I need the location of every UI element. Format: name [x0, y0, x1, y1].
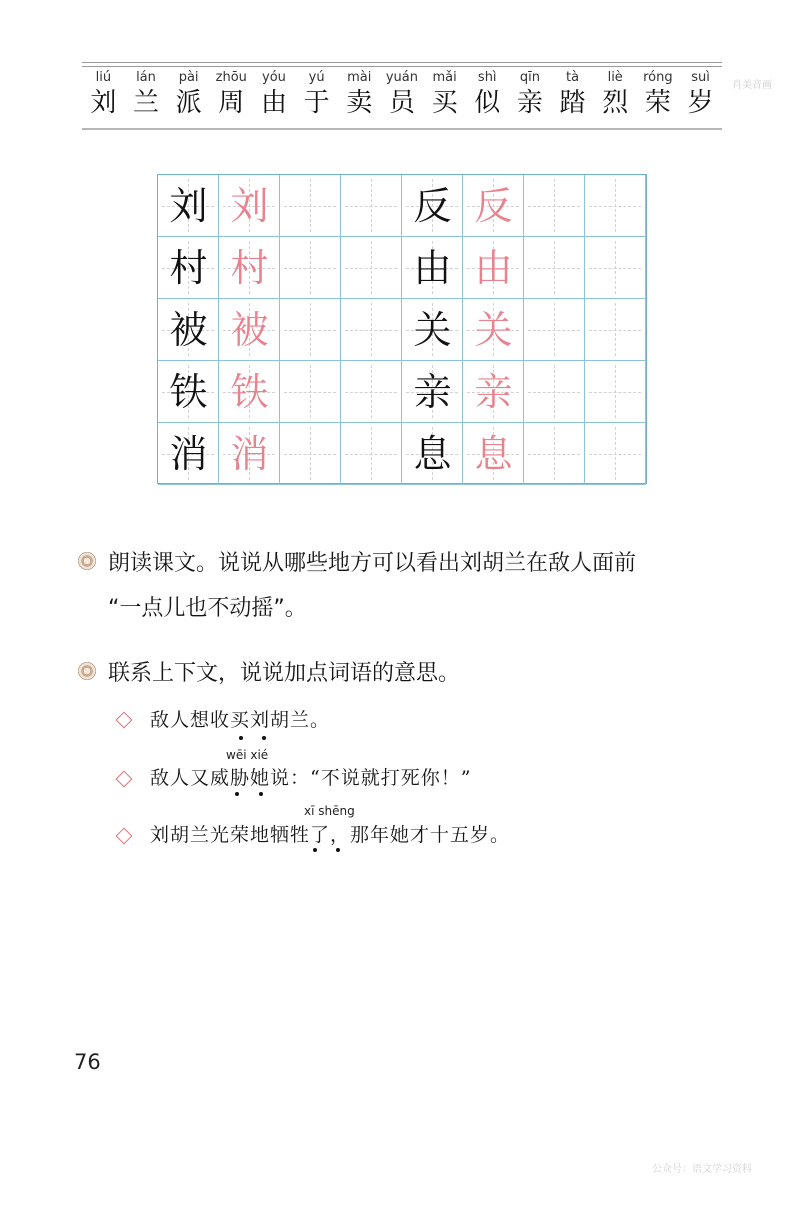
vocab-hanzi: 踏	[559, 88, 586, 118]
sentence-1: 敌人想收买刘胡兰。	[150, 709, 331, 731]
grid-cell	[341, 361, 402, 423]
vocab-hanzi: 岁	[687, 88, 714, 118]
vocab-item	[425, 70, 465, 126]
grid-cell	[585, 175, 646, 237]
vocab-pinyin: mǎi	[432, 70, 457, 85]
sentence-3: 刘胡兰光荣地牺牲了，那年她才十五岁。	[150, 824, 511, 846]
trace-character: 关	[474, 308, 513, 352]
emphasis-dot	[259, 792, 263, 796]
vocab-item	[169, 70, 209, 126]
vocab-hanzi: 烈	[602, 88, 629, 118]
vocab-hanzi: 荣	[644, 88, 671, 118]
vocab-item	[126, 70, 166, 126]
vocab-pinyin: róng	[643, 70, 673, 85]
emphasis-dot	[313, 848, 317, 852]
model-character: 息	[413, 432, 452, 476]
grid-cell	[524, 423, 585, 485]
trace-character: 由	[474, 246, 513, 290]
vocab-hanzi: 于	[303, 88, 330, 118]
vocab-item	[510, 70, 550, 126]
trace-character: 亲	[474, 370, 513, 414]
vocab-hanzi: 由	[260, 88, 287, 118]
trace-character: 反	[474, 184, 513, 228]
model-character: 铁	[169, 370, 208, 414]
pinyin-annotation: wēi xié	[226, 748, 269, 762]
model-character: 亲	[413, 370, 452, 414]
grid-cell	[524, 237, 585, 299]
diamond-bullet-icon	[116, 712, 133, 729]
model-character: 消	[169, 432, 208, 476]
vocab-item	[339, 70, 379, 126]
header-top-rule-2	[82, 66, 722, 67]
model-character: 村	[169, 246, 208, 290]
header-top-rule	[82, 62, 722, 63]
vocab-pinyin: suì	[691, 70, 710, 85]
vocab-hanzi: 亲	[516, 88, 543, 118]
emphasis-dot	[239, 736, 243, 740]
diamond-bullet-icon	[116, 828, 133, 845]
grid-cell	[341, 423, 402, 485]
grid-cell	[524, 361, 585, 423]
model-character: 反	[413, 184, 452, 228]
vocab-hanzi: 卖	[346, 88, 373, 118]
grid-cell	[585, 423, 646, 485]
grid-cell	[585, 299, 646, 361]
emphasis-dot	[336, 848, 340, 852]
vocab-pinyin: liè	[607, 70, 623, 85]
grid-cell	[280, 175, 341, 237]
exercise-bullet-icon	[78, 552, 96, 570]
grid-cell	[280, 237, 341, 299]
vocab-hanzi: 周	[218, 88, 245, 118]
grid-cell	[524, 175, 585, 237]
vocab-pinyin: lán	[136, 70, 156, 85]
vocab-hanzi: 兰	[132, 88, 159, 118]
grid-cell	[341, 299, 402, 361]
header-bottom-rule	[82, 128, 722, 130]
grid-cell	[341, 175, 402, 237]
grid-cell	[280, 361, 341, 423]
vocab-item	[467, 70, 507, 126]
vocab-hanzi: 买	[431, 88, 458, 118]
exercise-bullet-icon	[78, 662, 96, 680]
vocab-item	[211, 70, 251, 126]
page-number: 76	[74, 1050, 101, 1074]
vocab-item	[297, 70, 337, 126]
exercise-1-line-2: “一点儿也不动摇”。	[108, 596, 307, 621]
grid-cell	[280, 423, 341, 485]
vocab-hanzi: 刘	[90, 88, 117, 118]
vocab-hanzi: 员	[388, 88, 415, 118]
grid-cell	[341, 237, 402, 299]
vocab-pinyin: liú	[95, 70, 112, 85]
emphasis-dot	[262, 736, 266, 740]
vocab-pinyin: yuán	[385, 70, 418, 85]
model-character: 由	[413, 246, 452, 290]
model-character: 关	[413, 308, 452, 352]
vocab-item	[382, 70, 422, 126]
vocab-pinyin: zhōu	[215, 70, 247, 85]
watermark: 公众号：语文学习资料	[652, 1164, 752, 1175]
trace-character: 息	[474, 432, 513, 476]
grid-cell	[524, 299, 585, 361]
trace-character: 消	[230, 432, 269, 476]
vocab-pinyin: qīn	[519, 70, 540, 85]
vocab-pinyin: shì	[477, 70, 497, 85]
model-character: 刘	[169, 184, 208, 228]
vocab-pinyin: yú	[308, 70, 325, 85]
vocab-hanzi: 派	[175, 88, 202, 118]
grid-cell	[585, 237, 646, 299]
trace-character: 村	[230, 246, 269, 290]
vocab-hanzi: 似	[474, 88, 501, 118]
grid-cell	[280, 299, 341, 361]
vocab-item	[595, 70, 635, 126]
vocab-pinyin: pài	[178, 70, 199, 85]
vocab-pinyin: tà	[566, 70, 580, 85]
trace-character: 被	[230, 308, 269, 352]
model-character: 被	[169, 308, 208, 352]
vocab-item	[254, 70, 294, 126]
vocab-item	[681, 70, 721, 126]
emphasis-dot	[235, 792, 239, 796]
vocab-pinyin: mài	[347, 70, 372, 85]
vocab-pinyin: yóu	[262, 70, 286, 85]
corner-mark: 肖美音画	[732, 80, 772, 91]
grid-cell	[585, 361, 646, 423]
writing-grid	[157, 174, 647, 484]
vocab-item	[83, 70, 123, 126]
sentence-2: 敌人又威胁她说：“不说就打死你！”	[150, 767, 472, 789]
vocab-item	[553, 70, 593, 126]
exercise-1-line-1: 朗读课文。说说从哪些地方可以看出刘胡兰在敌人面前	[108, 551, 637, 576]
vocab-item	[638, 70, 678, 126]
vocab-strip	[82, 70, 722, 126]
exercise-2-prompt: 联系上下文，说说加点词语的意思。	[108, 661, 461, 686]
diamond-bullet-icon	[116, 771, 133, 788]
trace-character: 铁	[230, 370, 269, 414]
trace-character: 刘	[230, 184, 269, 228]
pinyin-annotation: xī shēng	[304, 804, 355, 818]
